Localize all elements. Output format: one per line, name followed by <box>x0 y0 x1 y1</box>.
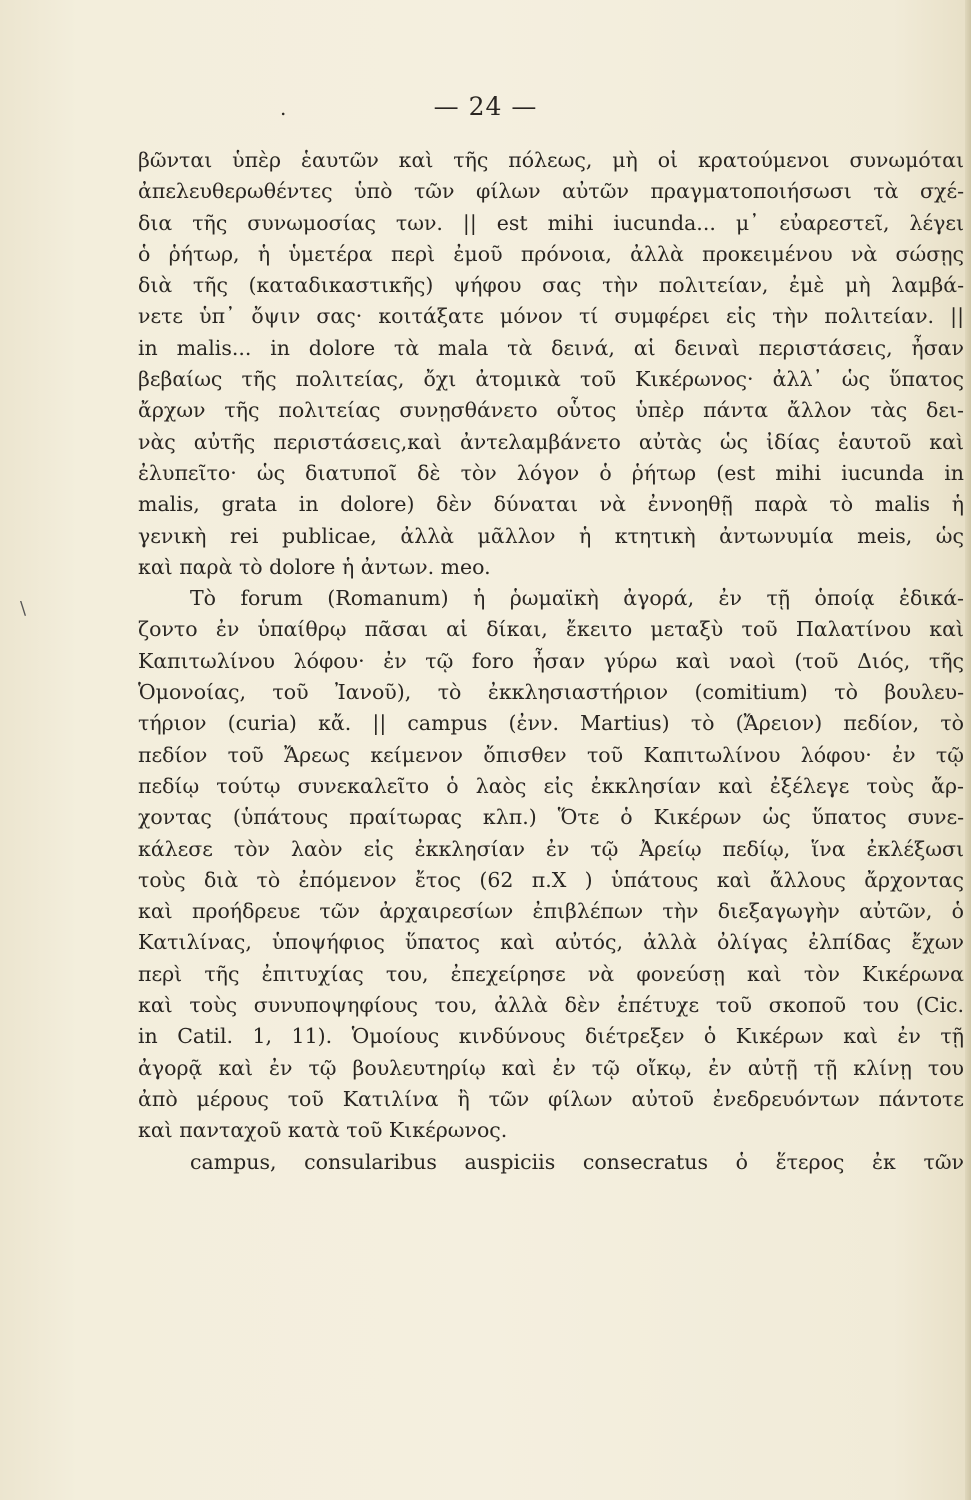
page-header <box>0 92 971 121</box>
page-number: — 24 — <box>433 92 538 121</box>
text-line: τήριον (curia) κἄ. || campus (ἐνν. Martius) τὸ (Ἄρειον) πεδίον, τὸ <box>138 711 964 736</box>
text-line: Καπιτωλίνου λόφου· ἐν τῷ foro ἦσαν γύρω καὶ ναοὶ (τοῦ Διός, τῆς <box>138 648 964 673</box>
text-line: πεδίῳ τούτῳ συνεκαλεῖτο ὁ λαὸς εἰς ἐκκλησίαν καὶ ἐξέλεγε τοὺς ἄρ- <box>138 773 964 798</box>
text-line: δια τῆς συνωμοσίας των. || est mihi iucunda... μ᾽ εὐαρεστεῖ, λέγει <box>138 210 964 235</box>
text-line: ὁ ῥήτωρ, ἡ ὑμετέρα περὶ ἐμοῦ πρόνοια, ἀλλὰ προκειμένου νὰ σώσῃς <box>138 241 964 266</box>
text-line: ἀπὸ μέρους τοῦ Κατιλίνα ἢ τῶν φίλων αὐτοῦ ἐνεδρευόντων πάντοτε <box>138 1086 964 1111</box>
text-line: βῶνται ὑπὲρ ἑαυτῶν καὶ τῆς πόλεως, μὴ οἱ κρατούμενοι συνωμόται <box>138 148 964 172</box>
text-line: ἐλυπεῖτο· ὡς διατυποῖ δὲ τὸν λόγον ὁ ῥήτωρ (est mihi iucunda in <box>138 460 964 485</box>
text-line: νετε ὑπ᾽ ὄψιν σας· κοιτάξατε μόνον τί συμφέρει εἰς τὴν πολιτείαν. || <box>138 304 964 329</box>
text-line: κάλεσε τὸν λαὸν εἰς ἐκκλησίαν ἐν τῷ Ἀρείῳ πεδίῳ, ἵνα ἐκλέξωσι <box>138 836 964 861</box>
text-line: πεδίον τοῦ Ἄρεως κείμενον ὄπισθεν τοῦ Καπιτωλίνου λόφου· ἐν τῷ <box>138 742 964 767</box>
text-line: καὶ πανταχοῦ κατὰ τοῦ Κικέρωνος. <box>138 1118 508 1143</box>
margin-mark: \ <box>20 598 27 619</box>
text-line: γενικὴ rei publicae, ἀλλὰ μᾶλλον ἡ κτητικὴ ἀντωνυμία meis, ὡς <box>138 523 964 548</box>
text-line: ἀπελευθερωθέντες ὑπὸ τῶν φίλων αὐτῶν πραγματοποιήσωσι τὰ σχέ- <box>138 179 964 204</box>
text-line: ζοντο ἐν ὑπαίθρῳ πᾶσαι αἱ δίκαι, ἔκειτο μεταξὺ τοῦ Παλατίνου καὶ <box>138 617 964 642</box>
page-body <box>138 145 964 1178</box>
text-line: Κατιλίνας, ὑποψήφιος ὕπατος καὶ αὐτός, ἀλλὰ ὀλίγας ἐλπίδας ἔχων <box>138 930 964 955</box>
text-line: καὶ παρὰ τὸ dolore ἡ ἀντων. meo. <box>138 554 491 579</box>
text-line: ἄρχων τῆς πολιτείας συνῃσθάνετο οὗτος ὑπὲρ πάντα ἄλλον τὰς δει- <box>138 398 964 423</box>
paragraph-start-line: Τὸ forum (Romanum) ἡ ῥωμαϊκὴ ἀγορά, ἐν τῇ ὁποίᾳ ἐδικά- <box>190 586 964 611</box>
text-line: καὶ προήδρευε τῶν ἀρχαιρεσίων ἐπιβλέπων τὴν διεξαγωγὴν αὐτῶν, ὁ <box>138 899 964 924</box>
text-line: διὰ τῆς (καταδικαστικῆς) ψήφου σας τὴν πολιτείαν, ἐμὲ μὴ λαμβά- <box>138 273 964 298</box>
text-line: malis, grata in dolore) δὲν δύναται νὰ ἐννοηθῇ παρὰ τὸ malis ἡ <box>138 492 964 517</box>
text-line: βεβαίως τῆς πολιτείας, ὄχι ἀτομικὰ τοῦ Κικέρωνος· ἀλλ᾽ ὡς ὕπατος <box>138 367 964 392</box>
text-line: περὶ τῆς ἐπιτυχίας του, ἐπεχείρησε νὰ φονεύσῃ καὶ τὸν Κικέρωνα <box>138 961 964 986</box>
header-dot: . <box>280 96 288 120</box>
text-line: χοντας (ὑπάτους πραίτωρας κλπ.) Ὅτε ὁ Κικέρων ὡς ὕπατος συνε- <box>138 805 964 830</box>
paragraph-start-line: campus, consularibus auspiciis consecratus ὁ ἕτερος ἐκ τῶν <box>190 1149 964 1174</box>
text-line: in malis... in dolore τὰ mala τὰ δεινά, αἱ δειναὶ περιστάσεις, ἦσαν <box>138 335 964 360</box>
text-line: in Catil. 1, 11). Ὁμοίους κινδύνους διέτρεξεν ὁ Κικέρων καὶ ἐν τῇ <box>138 1024 964 1049</box>
text-line: Ὁμονοίας, τοῦ Ἰανοῦ), τὸ ἐκκλησιαστήριον (comitium) τὸ βουλευ- <box>138 680 964 705</box>
text-line: ἀγορᾷ καὶ ἐν τῷ βουλευτηρίῳ καὶ ἐν τῷ οἴκῳ, ἐν αὐτῇ τῇ κλίνῃ του <box>138 1055 964 1080</box>
text-line: τοὺς διὰ τὸ ἐπόμενον ἔτος (62 π.Χ ) ὑπάτους καὶ ἄλλους ἄρχοντας <box>138 867 964 892</box>
page-edge <box>965 0 971 1500</box>
text-line: καὶ τοὺς συνυποψηφίους του, ἀλλὰ δὲν ἐπέτυχε τοῦ σκοποῦ του (Cic. <box>138 993 964 1018</box>
text-line: νὰς αὐτῆς περιστάσεις,καὶ ἀντελαμβάνετο αὐτὰς ὡς ἰδίας ἑαυτοῦ καὶ <box>138 429 964 454</box>
